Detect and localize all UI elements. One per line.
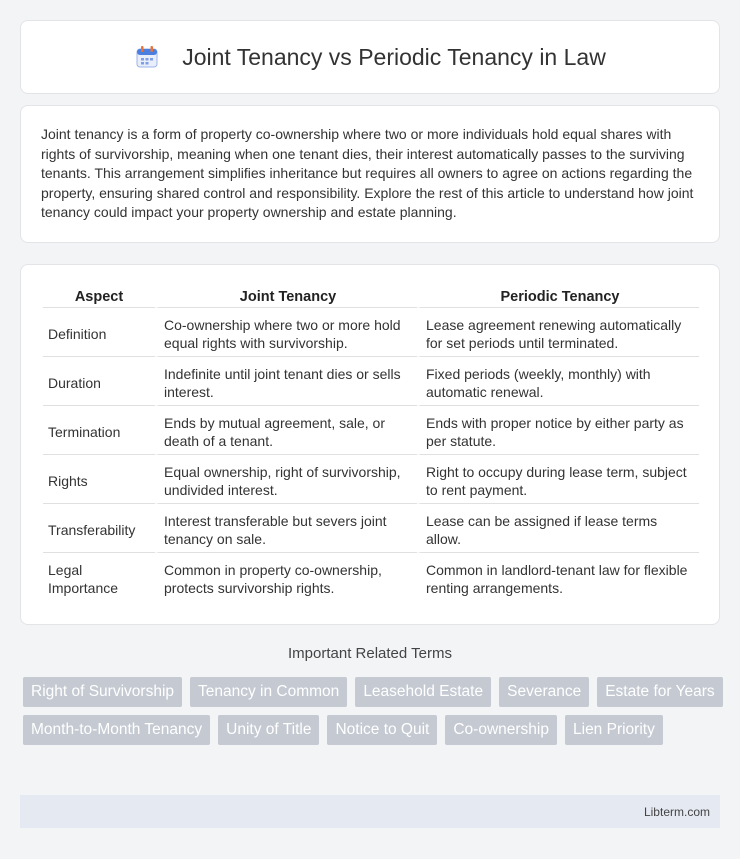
row-periodic-tenancy: Fixed periods (weekly, monthly) with automatic renewal. [417, 357, 699, 406]
row-joint-tenancy: Indefinite until joint tenant dies or sells interest. [155, 357, 417, 406]
related-term-tag[interactable]: Co-ownership [445, 715, 557, 745]
footer-brand: Libterm.com [643, 804, 710, 819]
row-aspect: Rights [43, 455, 155, 504]
intro-paragraph: Joint tenancy is a form of property co-ownership where two or more individuals hold equal shares with rights of survivorship, meaning when one tenant dies, their interest automatically passes to the surviving tenants. This arrangement simplifies inheritance but requires all owners to agree on actions regarding the property, ensuring shared control and responsibility. Explore the rest of this article to understand how joint tenancy could impact your property ownership and estate planning. [41, 126, 694, 221]
header-periodic-tenancy: Periodic Tenancy [417, 285, 699, 308]
related-terms-list [23, 677, 723, 745]
header-aspect: Aspect [43, 285, 155, 308]
related-term-tag[interactable]: Severance [499, 677, 589, 707]
row-joint-tenancy: Equal ownership, right of survivorship, undivided interest. [155, 455, 417, 504]
row-joint-tenancy: Interest transferable but severs joint tenancy on sale. [155, 504, 417, 553]
related-term-tag[interactable]: Leasehold Estate [355, 677, 491, 707]
table-row [43, 455, 699, 504]
comparison-table [43, 285, 699, 602]
related-term-tag[interactable]: Right of Survivorship [23, 677, 182, 707]
row-aspect: Legal Importance [48, 562, 119, 596]
table-row [43, 357, 699, 406]
row-joint-tenancy: Co-ownership where two or more hold equal rights with survivorship. [155, 308, 417, 357]
comparison-card [20, 264, 720, 625]
row-joint-tenancy: Common in property co-ownership, protects survivorship rights. [155, 553, 417, 602]
table-row [43, 308, 699, 357]
row-periodic-tenancy: Common in landlord-tenant law for flexible renting arrangements. [417, 553, 699, 602]
related-term-tag[interactable]: Tenancy in Common [190, 677, 347, 707]
table-row [43, 504, 699, 553]
row-periodic-tenancy: Ends with proper notice by either party as per statute. [417, 406, 699, 455]
row-aspect: Duration [43, 357, 155, 406]
title-card [20, 20, 720, 94]
table-header-row [43, 285, 699, 308]
row-aspect: Transferability [43, 504, 155, 553]
table-row [43, 553, 699, 602]
related-term-tag[interactable]: Month-to-Month Tenancy [23, 715, 210, 745]
related-term-tag[interactable]: Notice to Quit [327, 715, 437, 745]
intro-card [20, 105, 720, 243]
row-periodic-tenancy: Right to occupy during lease term, subject to rent payment. [417, 455, 699, 504]
footer [20, 795, 720, 828]
header-joint-tenancy: Joint Tenancy [155, 285, 417, 308]
related-terms-title: Important Related Terms [288, 645, 452, 662]
page-title: Joint Tenancy vs Periodic Tenancy in Law [182, 43, 606, 70]
related-term-tag[interactable]: Unity of Title [218, 715, 319, 745]
table-row [43, 406, 699, 455]
row-periodic-tenancy: Lease can be assigned if lease terms allow. [417, 504, 699, 553]
row-periodic-tenancy: Lease agreement renewing automatically for set periods until terminated. [417, 308, 699, 357]
row-joint-tenancy: Ends by mutual agreement, sale, or death of a tenant. [155, 406, 417, 455]
calendar-icon [134, 44, 160, 70]
row-aspect: Termination [43, 406, 155, 455]
related-term-tag[interactable]: Lien Priority [565, 715, 663, 745]
row-aspect: Definition [43, 308, 155, 357]
related-term-tag[interactable]: Estate for Years [597, 677, 722, 707]
